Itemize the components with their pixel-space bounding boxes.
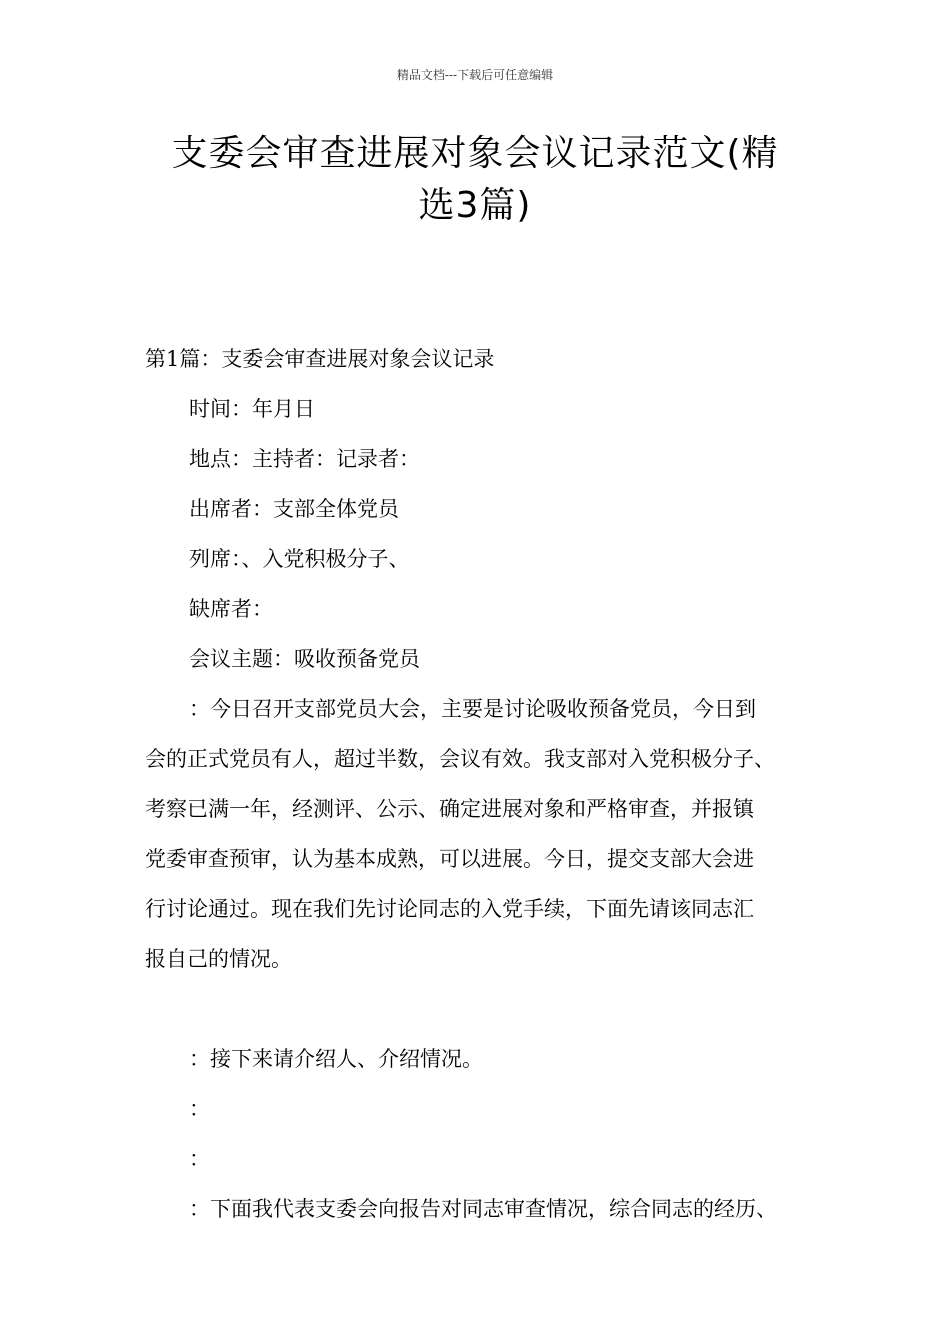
meeting-topic: 会议主题：吸收预备党员 (189, 647, 420, 671)
paragraph-line: 党委审查预审，认为基本成熟，可以进展。今日，提交支部大会进 (145, 847, 754, 871)
introducer-line: ：接下来请介绍人、介绍情况。 (189, 1047, 483, 1071)
paragraph-line: 报自己的情况。 (145, 947, 292, 971)
speaker-line: ： (189, 1097, 210, 1121)
report-line: ：下面我代表支委会向报告对同志审查情况，综合同志的经历、 (189, 1197, 777, 1221)
meeting-attendees: 出席者：支部全体党员 (189, 497, 399, 521)
paragraph-line: 考察已满一年，经测评、公示、确定进展对象和严格审查，并报镇 (145, 797, 754, 821)
document-title (120, 128, 830, 232)
document-title-line-1: 支委会审查进展对象会议记录范文(精 (171, 133, 779, 174)
speaker-line: ： (189, 1147, 210, 1171)
section-heading: 第1篇：支委会审查进展对象会议记录 (145, 347, 495, 371)
paragraph-line: 会的正式党员有人，超过半数，会议有效。我支部对入党积极分子、 (145, 747, 775, 771)
paragraph-line: ：今日召开支部党员大会，主要是讨论吸收预备党员，今日到 (189, 697, 756, 721)
meeting-absent: 缺席者： (189, 597, 273, 621)
meeting-observers: 列席：、入党积极分子、 (189, 547, 410, 571)
page-header-note: 精品文档---下载后可任意编辑 (396, 68, 554, 82)
paragraph-spacer (145, 984, 835, 1034)
meeting-time: 时间：年月日 (189, 397, 315, 421)
paragraph-line: 行讨论通过。现在我们先讨论同志的入党手续，下面先请该同志汇 (145, 897, 754, 921)
document-body (145, 334, 835, 1234)
meeting-place: 地点：主持者：记录者： (189, 447, 420, 471)
document-title-line-2: 选3篇) (418, 185, 532, 226)
